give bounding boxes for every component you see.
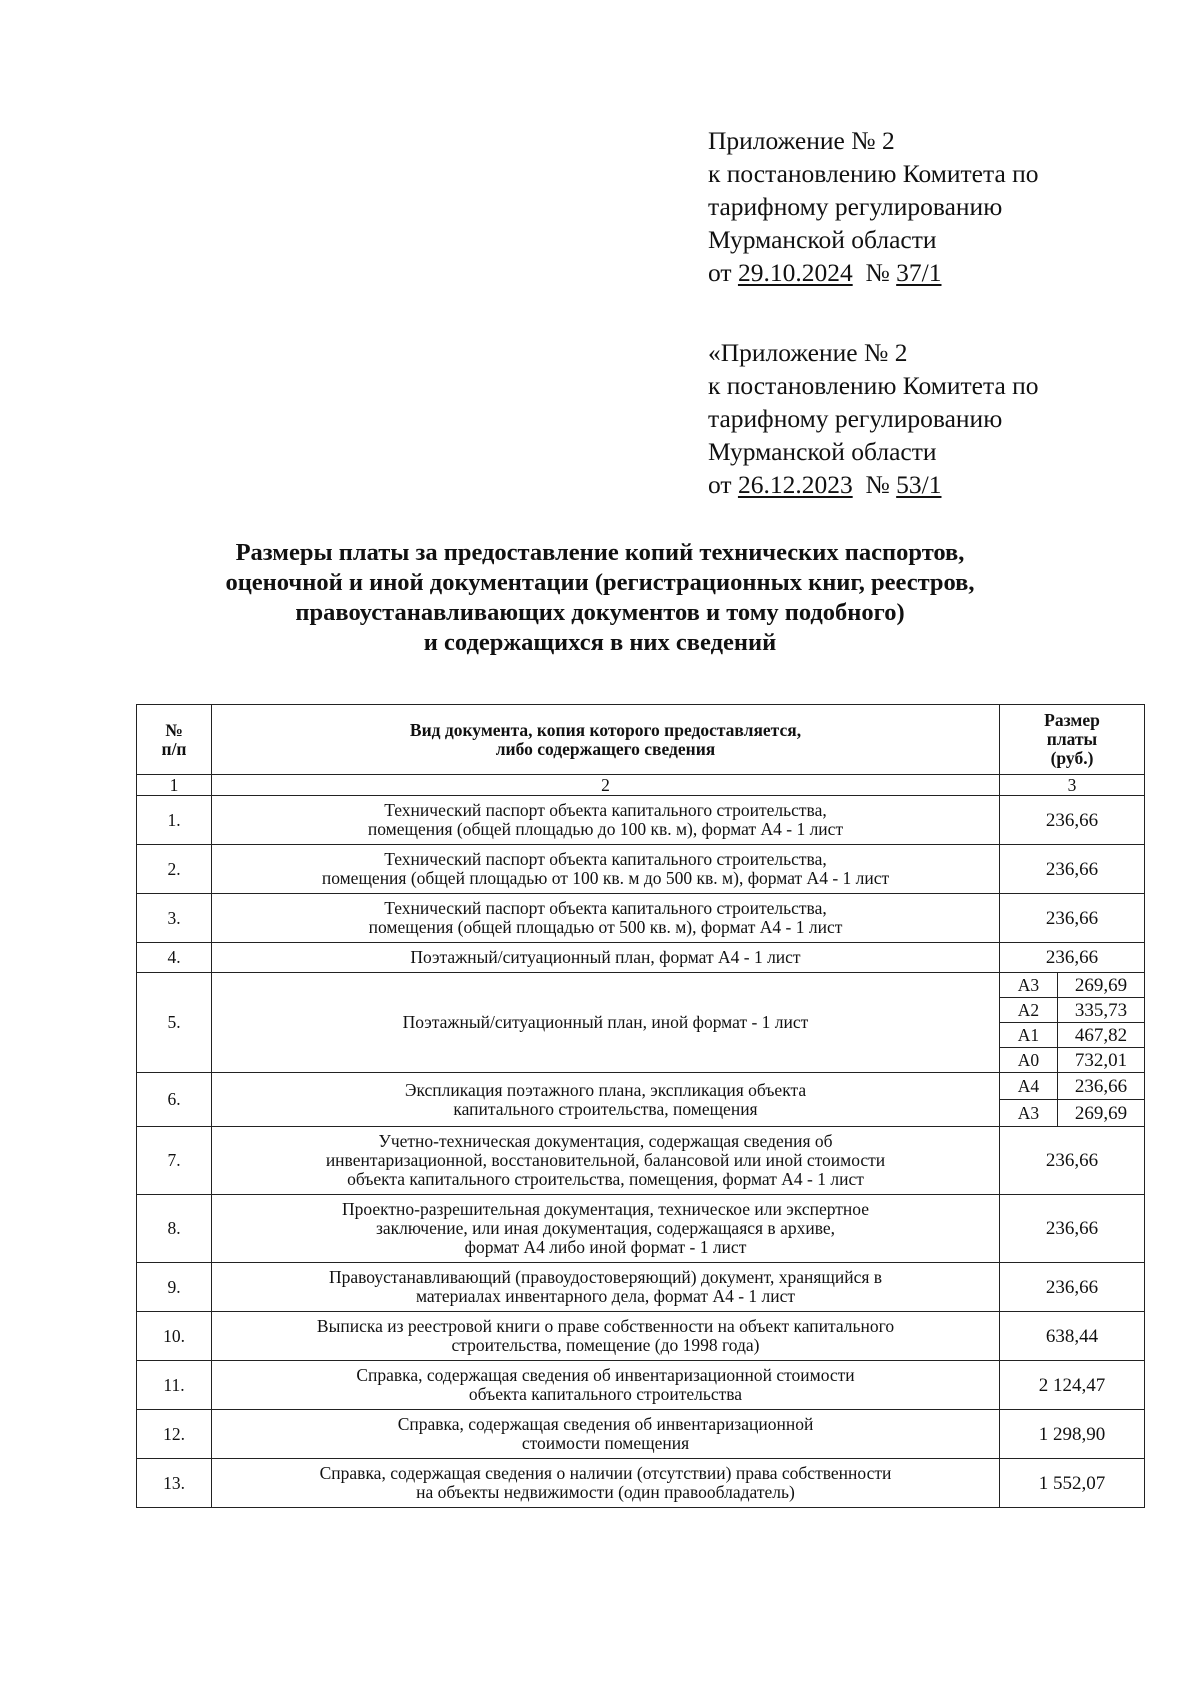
date-prefix: от xyxy=(708,470,738,499)
table-row xyxy=(137,1459,1145,1508)
header-line: Размер xyxy=(1044,710,1100,730)
row-fee: 236,66 xyxy=(1000,943,1145,973)
header-line: Приложение № 2 xyxy=(708,126,895,155)
description-line: капитального строительства, помещения xyxy=(453,1098,758,1119)
row-number: 7. xyxy=(137,1127,212,1195)
row-number: 3. xyxy=(137,894,212,943)
header-line: Вид документа, копия которого предоставляется, xyxy=(409,719,802,740)
table-row xyxy=(137,894,1145,943)
description-line: Поэтажный/ситуационный план, формат А4 - 1 лист xyxy=(410,947,801,967)
description-line: помещения (общей площадью от 100 кв. м до 500 кв. м), формат А4 - 1 лист xyxy=(321,868,890,888)
table-row xyxy=(137,1312,1145,1361)
description-line: строительства, помещение (до 1998 года) xyxy=(451,1335,760,1355)
description-line: заключение, или иная документация, содержащаяся в архиве, xyxy=(375,1218,836,1238)
description-line: Справка, содержащая сведения об инвентаризационной стоимости xyxy=(356,1365,855,1385)
row-fee: 236,66 xyxy=(1000,1127,1145,1195)
header-line: № xyxy=(165,719,183,740)
row-description xyxy=(212,845,1000,894)
row-number: 6. xyxy=(137,1073,212,1127)
description-line: Правоустанавливающий (правоудостоверяющий) документ, хранящийся в xyxy=(328,1267,883,1287)
header-fee xyxy=(1000,705,1145,775)
description-line: Поэтажный/ситуационный план, иной формат - 1 лист xyxy=(402,1012,809,1032)
header-line: платы xyxy=(1046,729,1098,749)
description-line: Учетно-техническая документация, содержащая сведения об xyxy=(378,1131,833,1151)
row-fee: 2 124,47 xyxy=(1000,1361,1145,1410)
title-line: Размеры платы за предоставление копий технических паспортов, xyxy=(235,539,965,566)
row-description xyxy=(212,796,1000,845)
description-line: Выписка из реестровой книги о праве собственности на объект капитального xyxy=(316,1316,895,1336)
row-description xyxy=(212,1410,1000,1459)
description-line: Технический паспорт объекта капитального строительства, xyxy=(384,898,827,918)
header-line: либо содержащего сведения xyxy=(495,738,716,759)
row-fee: 236,66 xyxy=(1000,1195,1145,1263)
table-row xyxy=(137,1410,1145,1459)
row-fee: 236,66 xyxy=(1058,1073,1145,1100)
table-row xyxy=(137,1361,1145,1410)
date-value: 26.12.2023 xyxy=(737,470,853,499)
row-fee: 1 552,07 xyxy=(1000,1459,1145,1508)
row-number: 8. xyxy=(137,1195,212,1263)
number-value: 53/1 xyxy=(896,470,942,499)
description-line: формат А4 либо иной формат - 1 лист xyxy=(464,1237,747,1257)
row-number: 4. xyxy=(137,943,212,973)
description-line: Экспликация поэтажного плана, экспликация объекта xyxy=(404,1079,807,1100)
date-prefix: от xyxy=(708,258,738,287)
header-date-line xyxy=(708,256,1148,289)
table-row xyxy=(137,1127,1145,1195)
row-fee: 1 298,90 xyxy=(1000,1410,1145,1459)
header-line: тарифному регулированию xyxy=(708,404,1003,433)
row-number: 9. xyxy=(137,1263,212,1312)
row-description xyxy=(212,1127,1000,1195)
row-description xyxy=(212,1195,1000,1263)
row-number: 10. xyxy=(137,1312,212,1361)
header-line: «Приложение № 2 xyxy=(708,338,908,367)
row-description xyxy=(212,1361,1000,1410)
column-number: 1 xyxy=(137,775,212,796)
title-line: правоустанавливающих документов и тому подобного) xyxy=(295,599,905,626)
row-format: А3 xyxy=(1000,1100,1058,1127)
row-format: А0 xyxy=(1000,1048,1058,1073)
annex-header-previous xyxy=(708,336,1148,501)
number-prefix: № xyxy=(865,258,897,287)
row-fee: 638,44 xyxy=(1000,1312,1145,1361)
description-line: помещения (общей площадью до 100 кв. м), формат А4 - 1 лист xyxy=(367,819,844,839)
date-value: 29.10.2024 xyxy=(737,258,853,287)
header-line: (руб.) xyxy=(1050,748,1094,768)
row-format: А2 xyxy=(1000,998,1058,1023)
header-date-line xyxy=(708,468,1148,501)
description-line: объекта капитального строительства xyxy=(468,1384,743,1404)
row-format: А4 xyxy=(1000,1073,1058,1100)
row-fee: 335,73 xyxy=(1058,998,1145,1023)
row-fee: 269,69 xyxy=(1058,1100,1145,1127)
number-value: 37/1 xyxy=(896,258,942,287)
description-line: объекта капитального строительства, помещения, формат А4 - 1 лист xyxy=(347,1169,864,1189)
row-fee: 236,66 xyxy=(1000,796,1145,845)
table-row xyxy=(137,1195,1145,1263)
header-line: к постановлению Комитета по xyxy=(708,159,1039,188)
row-description xyxy=(212,943,1000,973)
table-row xyxy=(137,943,1145,973)
row-fee: 236,66 xyxy=(1000,894,1145,943)
row-description xyxy=(212,1312,1000,1361)
row-number: 1. xyxy=(137,796,212,845)
fees-table xyxy=(136,704,1145,1508)
annex-header-current xyxy=(708,124,1148,289)
row-fee: 467,82 xyxy=(1058,1023,1145,1048)
header-line: Мурманской области xyxy=(708,437,937,466)
title-line: оценочной и иной документации (регистрационных книг, реестров, xyxy=(225,569,975,596)
description-line: помещения (общей площадью от 500 кв. м), формат А4 - 1 лист xyxy=(368,917,843,937)
row-description xyxy=(212,1263,1000,1312)
table-row xyxy=(137,796,1145,845)
description-line: Справка, содержащая сведения о наличии (отсутствии) права собственности xyxy=(319,1463,892,1483)
header-line: Мурманской области xyxy=(708,225,937,254)
number-prefix: № xyxy=(865,470,897,499)
column-number: 3 xyxy=(1000,775,1145,796)
description-line: Справка, содержащая сведения об инвентаризационной xyxy=(397,1414,814,1434)
row-fee: 732,01 xyxy=(1058,1048,1145,1073)
row-description xyxy=(212,973,1000,1073)
document-title xyxy=(100,538,1100,658)
row-description xyxy=(212,1073,1000,1127)
description-line: Технический паспорт объекта капитального строительства, xyxy=(384,800,827,820)
row-format: А1 xyxy=(1000,1023,1058,1048)
row-number: 2. xyxy=(137,845,212,894)
column-number: 2 xyxy=(212,775,1000,796)
description-line: на объекты недвижимости (один правообладатель) xyxy=(416,1482,795,1502)
description-line: материалах инвентарного дела, формат А4 - 1 лист xyxy=(415,1286,796,1306)
header-line: п/п xyxy=(161,738,187,759)
table-header-row xyxy=(137,705,1145,775)
header-description xyxy=(212,705,1000,775)
table-body xyxy=(137,796,1145,1508)
row-number: 13. xyxy=(137,1459,212,1508)
header-line: тарифному регулированию xyxy=(708,192,1003,221)
header-line: к постановлению Комитета по xyxy=(708,371,1039,400)
title-line: и содержащихся в них сведений xyxy=(423,629,777,656)
column-numbers-row xyxy=(137,775,1145,796)
row-fee: 236,66 xyxy=(1000,1263,1145,1312)
table-row xyxy=(137,973,1145,998)
row-fee: 269,69 xyxy=(1058,973,1145,998)
row-format: А3 xyxy=(1000,973,1058,998)
row-description xyxy=(212,894,1000,943)
table-row xyxy=(137,845,1145,894)
description-line: стоимости помещения xyxy=(521,1433,690,1453)
header-number xyxy=(137,705,212,775)
row-fee: 236,66 xyxy=(1000,845,1145,894)
description-line: Проектно-разрешительная документация, техническое или экспертное xyxy=(342,1199,869,1219)
row-number: 11. xyxy=(137,1361,212,1410)
description-line: Технический паспорт объекта капитального строительства, xyxy=(384,849,827,869)
row-number: 5. xyxy=(137,973,212,1073)
table-row xyxy=(137,1263,1145,1312)
table-row xyxy=(137,1073,1145,1100)
row-description xyxy=(212,1459,1000,1508)
row-number: 12. xyxy=(137,1410,212,1459)
description-line: инвентаризационной, восстановительной, балансовой или иной стоимости xyxy=(325,1150,886,1170)
